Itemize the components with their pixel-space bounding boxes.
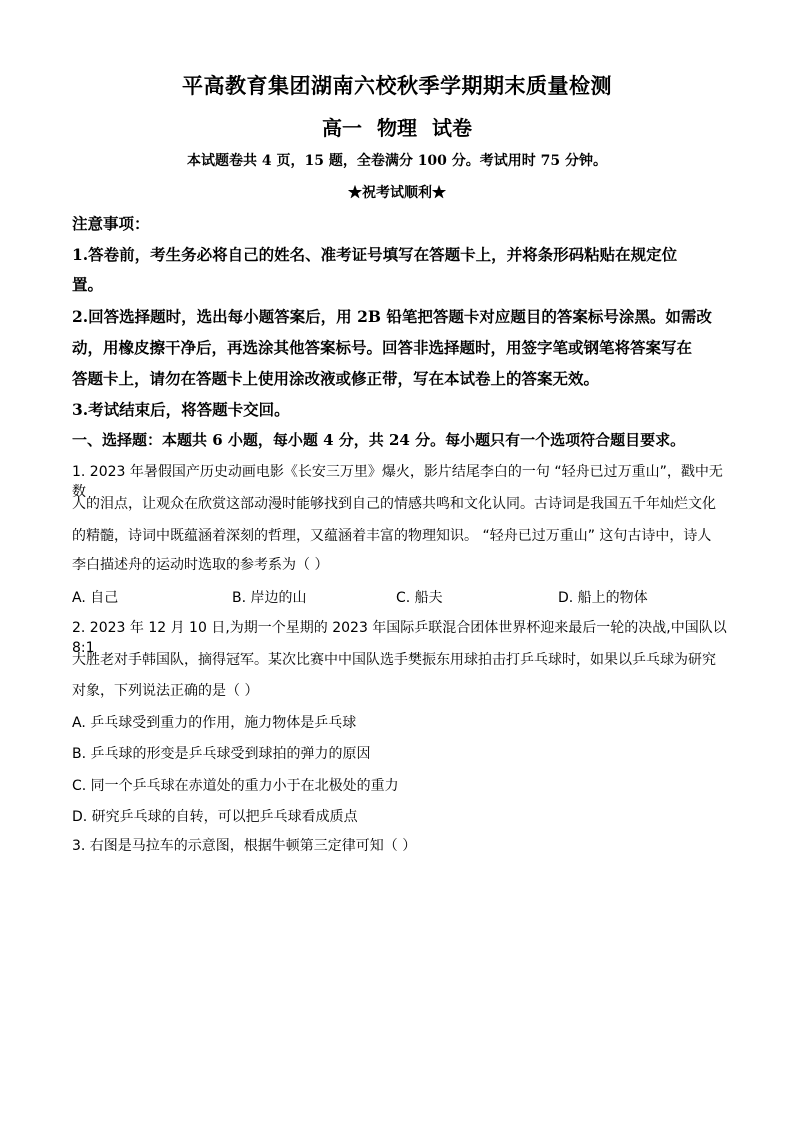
exam-info: 本试题卷共 4 页，15 题，全卷满分 100 分。考试用时 75 分钟。 (186, 153, 608, 169)
question-2-line-2: 大胜老对手韩国队，摘得冠军。某次比赛中中国队选手樊振东用球拍击打乒乓球时，如果以乒乓球为研究 (72, 652, 716, 668)
question-1-option-d: D. 船上的物体 (558, 590, 648, 606)
note-1-line-2: 置。 (72, 275, 104, 294)
question-2-option-d: D. 研究乒乓球的自转，可以把乒乓球看成质点 (72, 809, 358, 825)
question-2-line-3: 对象，下列说法正确的是（ ） (72, 683, 259, 699)
question-2-option-b: B. 乒乓球的形变是乒乓球受到球拍的弹力的原因 (72, 746, 371, 762)
question-1-line-3: 的精髓，诗词中既蕴涵着深刻的哲理，又蕴涵着丰富的物理知识。 “轻舟已过万重山” 这句古诗中，诗人 (72, 528, 712, 544)
exam-wish: ★祝考试顺利★ (348, 185, 446, 201)
question-2-option-c: C. 同一个乒乓球在赤道处的重力小于在北极处的重力 (72, 778, 399, 794)
note-2-line-1: 2.回答选择题时，选出每小题答案后，用 2B 铅笔把答题卡对应题目的答案标号涂黑。如需改 (72, 307, 712, 326)
note-2-line-3: 答题卡上，请勿在答题卡上使用涂改液或修正带，写在本试卷上的答案无效。 (72, 369, 600, 388)
question-1-line-1: 1. 2023 年暑假国产历史动画电影《长安三万里》爆火，影片结尾李白的一句 “轻舟已过万重山”，戳中无数 (72, 464, 723, 500)
question-1-line-2: 人的泪点，让观众在欣赏这部动漫时能够找到自己的情感共鸣和文化认同。古诗词是我国五千年灿烂文化 (72, 496, 716, 512)
note-3: 3.考试结束后，将答题卡交回。 (72, 400, 290, 419)
notes-heading: 注意事项： (72, 214, 150, 233)
question-1-line-4: 李白描述舟的运动时选取的参考系为（ ） (72, 557, 329, 573)
note-2-line-2: 动，用橡皮擦干净后，再选涂其他答案标号。回答非选择题时，用签字笔或钢笔将答案写在 (72, 338, 693, 357)
question-3-line-1: 3. 右图是马拉车的示意图，根据牛顿第三定律可知（ ） (72, 838, 417, 854)
exam-subject: 高一 物理 试卷 (322, 116, 472, 140)
question-2-line-1: 2. 2023 年 12 月 10 日,为期一个星期的 2023 年国际乒联混合团体世界杯迎来最后一轮的决战,中国队以 8:1 (72, 620, 727, 656)
question-2-option-a: A. 乒乓球受到重力的作用，施力物体是乒乓球 (72, 715, 357, 731)
section-1-heading: 一、选择题：本题共 6 小题，每小题 4 分，共 24 分。每小题只有一个选项符合题目要求。 (72, 431, 686, 449)
exam-title: 平高教育集团湖南六校秋季学期期末质量检测 (182, 73, 612, 98)
question-1-option-c: C. 船夫 (396, 590, 443, 606)
question-1-option-b: B. 岸边的山 (232, 590, 307, 606)
question-1-option-a: A. 自己 (72, 590, 119, 606)
note-1-line-1: 1.答卷前，考生务必将自己的姓名、准考证号填写在答题卡上，并将条形码粘贴在规定位 (72, 245, 678, 264)
